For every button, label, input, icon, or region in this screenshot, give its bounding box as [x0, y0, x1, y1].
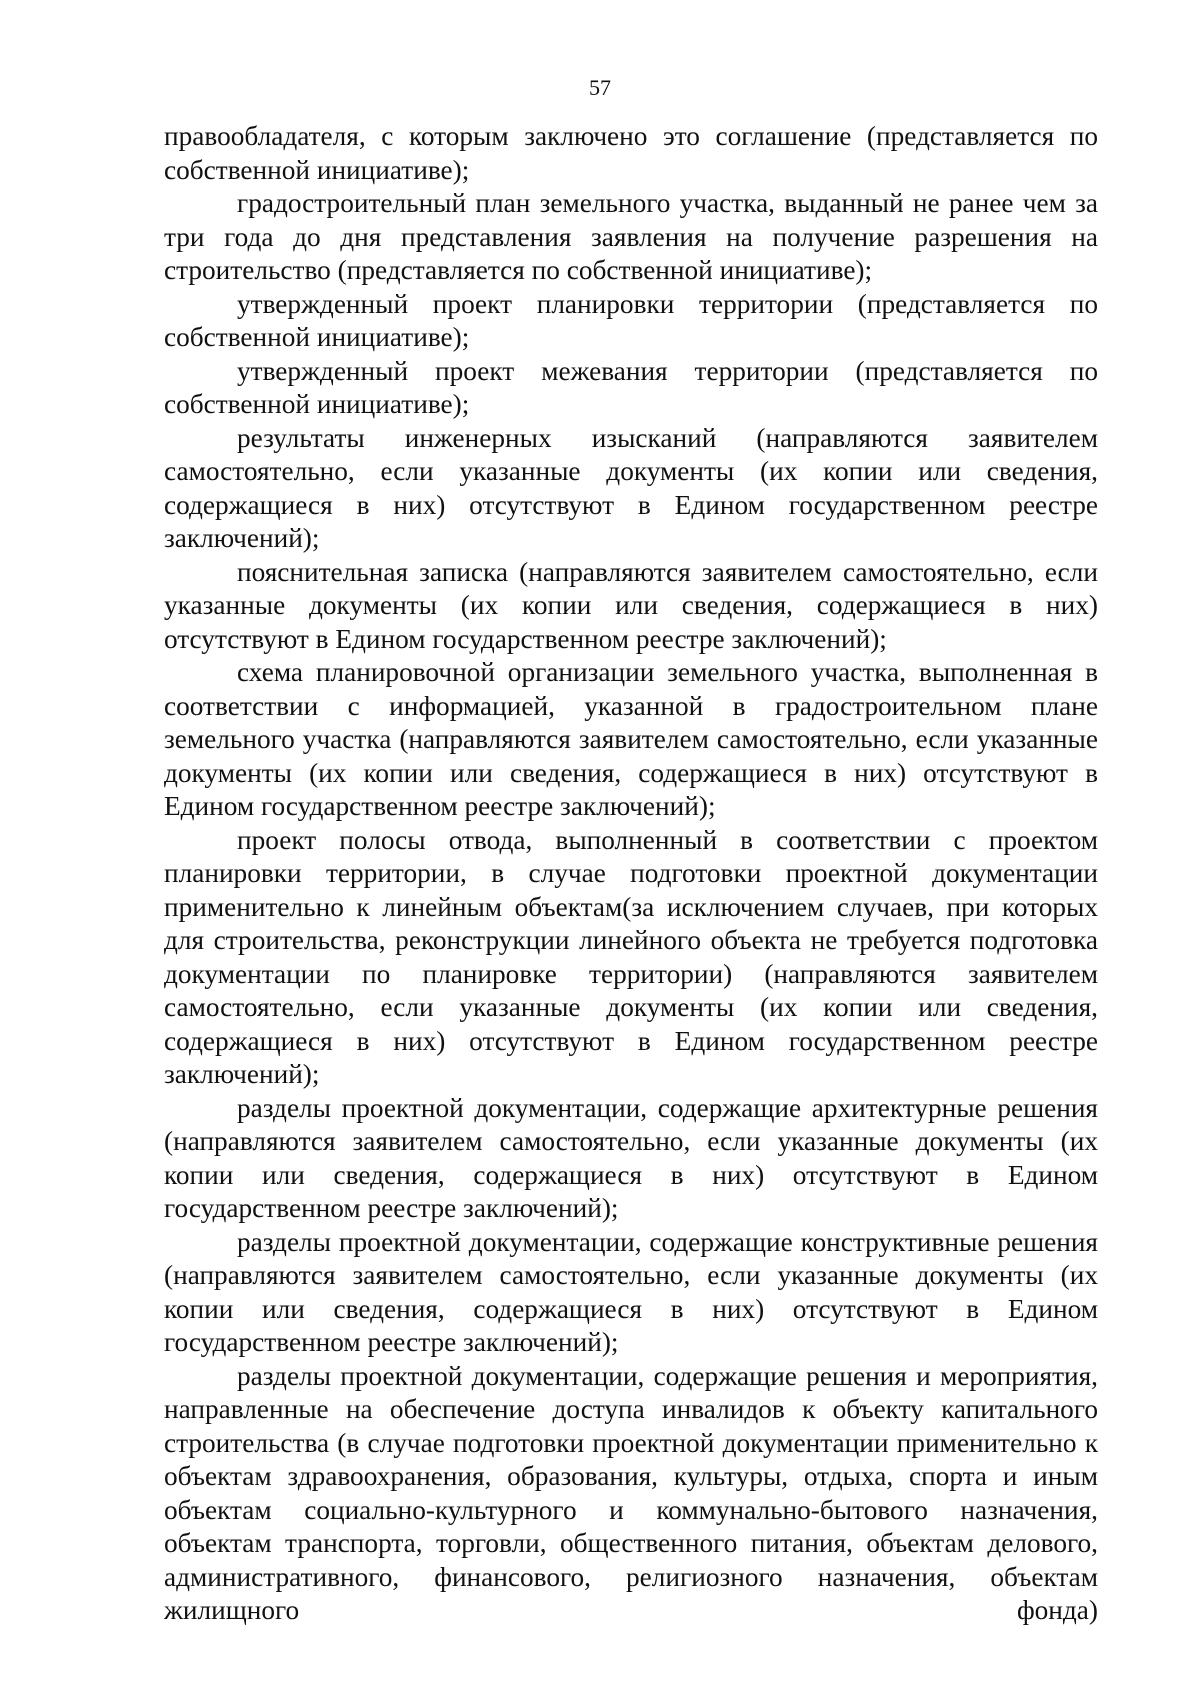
page-number: 57: [589, 75, 611, 100]
paragraph-engineering-surveys: результаты инженерных изысканий (направляются заявителем самостоятельно, если указанные документы (их копии или сведения, содержащиеся в них) отсутствуют в Едином государственном реестре заключений);: [164, 422, 1098, 553]
paragraph-surveying-project: утвержденный проект межевания территории (представляется по собственной инициативе);: [164, 355, 1098, 419]
document-body: [164, 120, 1098, 1628]
paragraph-explanatory-note: пояснительная записка (направляются заявителем самостоятельно, если указанные документы (их копии или сведения, содержащиеся в них) отсутствуют в Едином государственном реестре заключений);: [164, 556, 1098, 654]
paragraph-rightholder-continuation: правообладателя, с которым заключено это соглашение (представляется по собственной инициативе);: [164, 121, 1098, 185]
paragraph-urban-plan: градостроительный план земельного участка, выданный не ранее чем за три года до дня представления заявления на получение разрешения на строительство (представляется по собственной инициативе);: [164, 188, 1098, 285]
paragraph-right-of-way-project: проект полосы отвода, выполненный в соответствии с проектом планировки территории, в случае подготовки проектной документации применительно к линейным объектам(за исключением случаев, при которых для строительства, реконструкции линейного объекта не требуется подготовка документации по планировке территории) (направляются заявителем самостоятельно, если указанные документы (их копии или сведения, содержащиеся в них) отсутствуют в Едином государственном реестре заключений);: [164, 824, 1098, 1089]
paragraph-structural-solutions: разделы проектной документации, содержащие конструктивные решения (направляются заявителем самостоятельно, если указанные документы (их копии или сведения, содержащиеся в них) отсутствуют в Едином государственном реестре заключений);: [164, 1226, 1098, 1357]
paragraph-site-layout-scheme: схема планировочной организации земельного участка, выполненная в соответствии с информацией, указанной в градостроительном плане земельного участка (направляются заявителем самостоятельно, если указанные документы (их копии или сведения, содержащиеся в них) отсутствуют в Едином государственном реестре заключений);: [164, 657, 1098, 821]
paragraph-planning-project: утвержденный проект планировки территории (представляется по собственной инициативе);: [164, 288, 1098, 352]
paragraph-architectural-solutions: разделы проектной документации, содержащие архитектурные решения (направляются заявителем самостоятельно, если указанные документы (их копии или сведения, содержащиеся в них) отсутствуют в Едином государственном реестре заключений);: [164, 1092, 1098, 1223]
paragraph-accessibility-measures: разделы проектной документации, содержащие решения и мероприятия, направленные на обеспечение доступа инвалидов к объекту капитального строительства (в случае подготовки проектной документации применительно к объектам здравоохранения, образования, культуры, отдыха, спорта и иным объектам социально-культурного и коммунально-бытового назначения, объектам транспорта, торговли, общественного питания, объектам делового, административного, финансового, религиозного назначения, объектам жилищного фонда): [164, 1360, 1098, 1625]
